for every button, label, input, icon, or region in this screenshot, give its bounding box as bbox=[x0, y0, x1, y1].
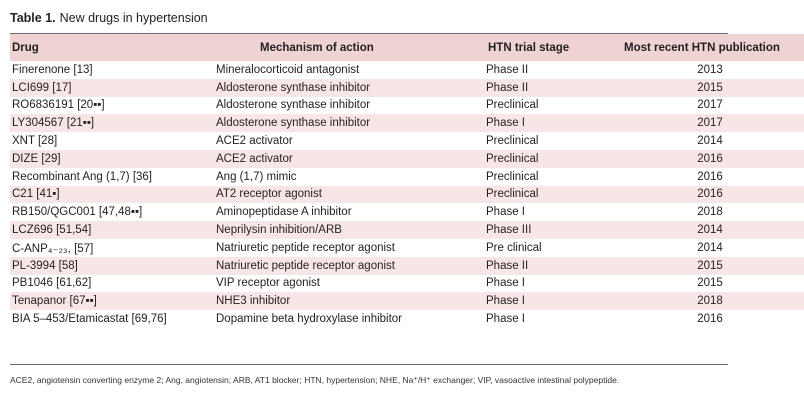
table-row bbox=[10, 186, 804, 204]
cell-trial-stage: Phase I bbox=[486, 206, 525, 219]
table-row bbox=[10, 203, 804, 221]
table-row bbox=[10, 239, 804, 257]
table-row bbox=[10, 275, 804, 293]
cell-mechanism: Ang (1,7) mimic bbox=[216, 170, 297, 183]
cell-publication-year: 2016 bbox=[697, 313, 723, 326]
table-row bbox=[10, 221, 804, 239]
column-header-drug: Drug bbox=[10, 34, 216, 61]
cell-mechanism: Aldosterone synthase inhibitor bbox=[216, 99, 371, 112]
cell-trial-stage: Phase I bbox=[486, 313, 525, 326]
cell-trial-stage: Preclinical bbox=[486, 170, 539, 183]
cell-publication-year: 2018 bbox=[596, 292, 804, 310]
cell-trial-stage: Preclinical bbox=[486, 135, 539, 148]
cell-publication-year: 2015 bbox=[697, 277, 723, 290]
cell-mechanism: Aldosterone synthase inhibitor bbox=[216, 114, 486, 132]
table-row bbox=[10, 79, 804, 97]
table-caption-text: New drugs in hypertension bbox=[59, 11, 208, 25]
cell-drug: LY304567 [21▪▪] bbox=[10, 114, 216, 132]
cell-trial-stage: Phase II bbox=[486, 257, 596, 275]
table-row bbox=[10, 257, 804, 275]
cell-trial-stage: Phase II bbox=[486, 79, 596, 97]
cell-drug: PL-3994 [58] bbox=[10, 257, 216, 275]
cell-mechanism: Aminopeptidase A inhibitor bbox=[216, 206, 352, 219]
cell-mechanism: ACE2 activator bbox=[216, 135, 293, 148]
cell-mechanism: Dopamine beta hydroxylase inhibitor bbox=[216, 313, 403, 326]
cell-mechanism: NHE3 inhibitor bbox=[216, 292, 486, 310]
column-header-mechanism: Mechanism of action bbox=[216, 34, 486, 61]
cell-mechanism: VIP receptor agonist bbox=[216, 277, 320, 290]
cell-trial-stage: Preclinical bbox=[486, 150, 596, 168]
cell-publication-year: 2016 bbox=[596, 150, 804, 168]
cell-drug: DIZE [29] bbox=[10, 150, 216, 168]
cell-mechanism: AT2 receptor agonist bbox=[216, 186, 486, 204]
cell-drug: Tenapanor [67▪▪] bbox=[10, 292, 216, 310]
cell-publication-year: 2015 bbox=[596, 257, 804, 275]
table-caption bbox=[10, 11, 208, 26]
column-header-trial-stage: HTN trial stage bbox=[486, 34, 596, 61]
cell-publication-year: 2015 bbox=[596, 79, 804, 97]
cell-trial-stage: Phase II bbox=[486, 63, 529, 76]
cell-publication-year: 2016 bbox=[697, 170, 723, 183]
table-row bbox=[10, 97, 804, 115]
table-header-row bbox=[10, 34, 804, 61]
table-bottom-rule bbox=[10, 364, 728, 365]
cell-drug: C21 [41▪] bbox=[10, 186, 216, 204]
cell-publication-year: 2016 bbox=[596, 186, 804, 204]
cell-drug: BIA 5–453/Etamicastat [69,76] bbox=[12, 313, 167, 326]
column-header-publication: Most recent HTN publication bbox=[596, 34, 804, 61]
cell-mechanism: Mineralocorticoid antagonist bbox=[216, 63, 360, 76]
table-caption-label: Table 1. bbox=[10, 11, 56, 25]
table-row bbox=[10, 310, 804, 328]
cell-trial-stage: Phase III bbox=[486, 221, 596, 239]
cell-mechanism: Natriuretic peptide receptor agonist bbox=[216, 241, 395, 254]
cell-drug: RO6836191 [20▪▪] bbox=[12, 99, 105, 112]
table-row bbox=[10, 150, 804, 168]
cell-publication-year: 2014 bbox=[697, 241, 723, 254]
cell-trial-stage: Preclinical bbox=[486, 99, 539, 112]
cell-publication-year: 2017 bbox=[596, 114, 804, 132]
table-body bbox=[10, 61, 804, 328]
cell-publication-year: 2014 bbox=[697, 135, 723, 148]
cell-drug: Recombinant Ang (1,7) [36] bbox=[12, 170, 152, 183]
cell-trial-stage: Phase I bbox=[486, 114, 596, 132]
cell-publication-year: 2018 bbox=[697, 206, 723, 219]
cell-mechanism: Natriuretic peptide receptor agonist bbox=[216, 257, 486, 275]
cell-drug: Finerenone [13] bbox=[12, 63, 93, 76]
cell-publication-year: 2017 bbox=[697, 99, 723, 112]
drugs-table bbox=[10, 34, 804, 328]
cell-drug: C-ANP₄₋₂₃, [57] bbox=[12, 242, 94, 255]
cell-mechanism: ACE2 activator bbox=[216, 150, 486, 168]
cell-mechanism: Neprilysin inhibition/ARB bbox=[216, 221, 486, 239]
cell-drug: RB150/QGC001 [47,48▪▪] bbox=[12, 206, 143, 219]
table-row bbox=[10, 132, 804, 150]
cell-drug: XNT [28] bbox=[12, 135, 58, 148]
table-row bbox=[10, 168, 804, 186]
cell-drug: LCZ696 [51,54] bbox=[10, 221, 216, 239]
table-row bbox=[10, 114, 804, 132]
cell-publication-year: 2014 bbox=[596, 221, 804, 239]
cell-publication-year: 2013 bbox=[697, 63, 723, 76]
cell-mechanism: Aldosterone synthase inhibitor bbox=[216, 79, 486, 97]
cell-trial-stage: Phase I bbox=[486, 292, 596, 310]
table-footnote: ACE2, angiotensin converting enzyme 2; Ang, angiotensin; ARB, AT1 blocker; HTN, hypertension; NHE, Na⁺/H⁺ exchanger; VIP, vasoactive intestinal polypeptide. bbox=[10, 375, 620, 385]
cell-trial-stage: Preclinical bbox=[486, 186, 596, 204]
cell-drug: LCI699 [17] bbox=[10, 79, 216, 97]
cell-trial-stage: Pre clinical bbox=[486, 241, 542, 254]
table-row bbox=[10, 61, 804, 79]
table-row bbox=[10, 292, 804, 310]
cell-trial-stage: Phase I bbox=[486, 277, 525, 290]
cell-drug: PB1046 [61,62] bbox=[12, 277, 92, 290]
